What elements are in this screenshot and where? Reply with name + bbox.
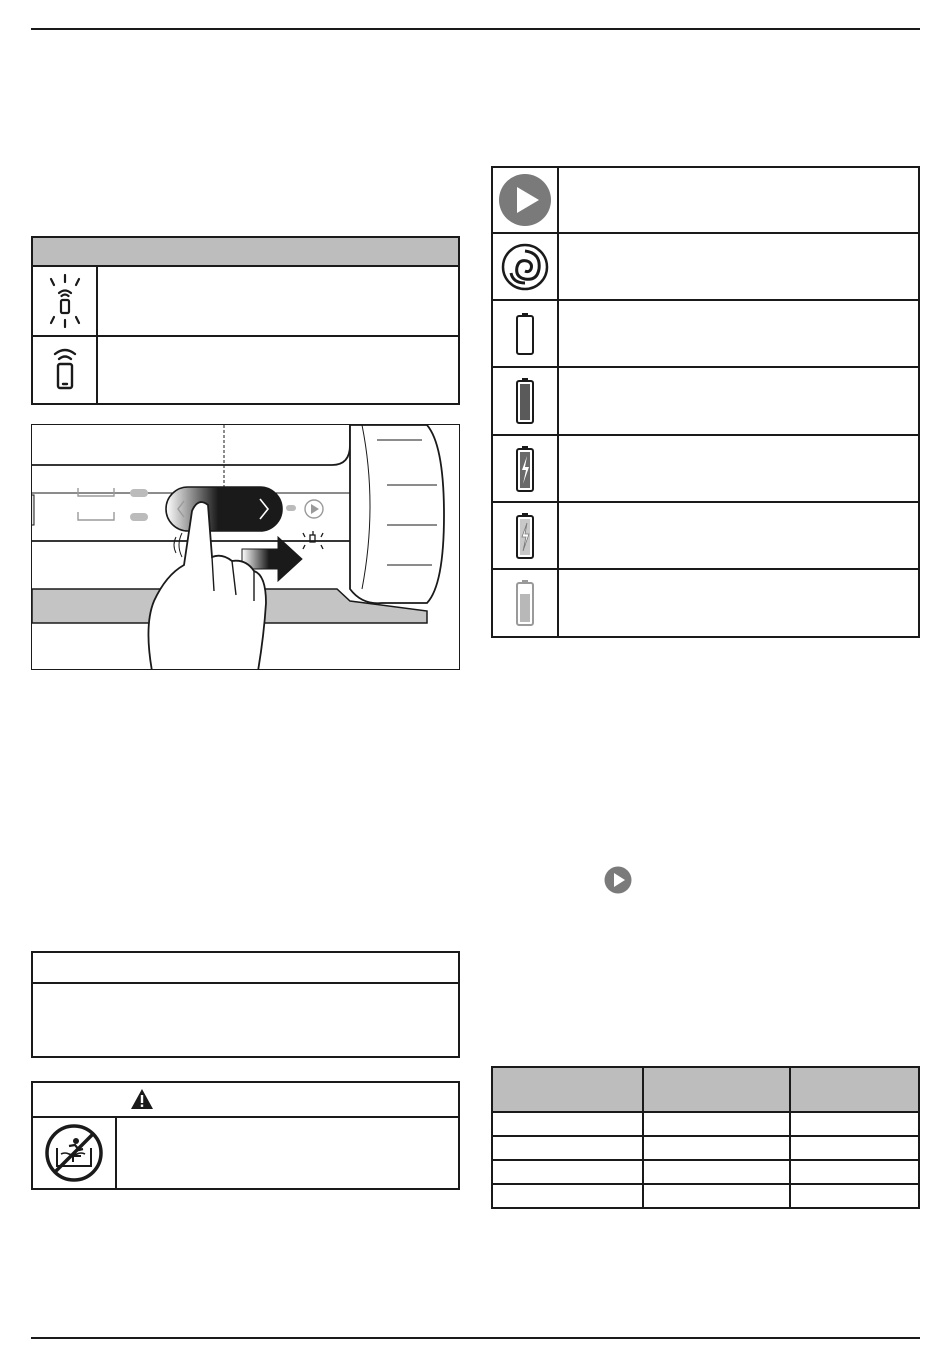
wifi-status-table bbox=[31, 236, 460, 405]
wifi-blinking-description bbox=[98, 267, 458, 347]
status-row-text bbox=[559, 168, 918, 244]
status-row-text bbox=[559, 570, 918, 648]
warning-triangle-icon bbox=[129, 1087, 155, 1111]
table-row bbox=[493, 1137, 918, 1159]
wifi-connected-description bbox=[98, 337, 458, 415]
play-circle-icon bbox=[493, 168, 557, 232]
status-row-text bbox=[559, 301, 918, 378]
warning-box-header bbox=[33, 1083, 458, 1116]
status-row-text bbox=[559, 436, 918, 513]
battery-full-icon bbox=[493, 368, 557, 434]
status-row-text bbox=[559, 234, 918, 311]
play-circle-small-icon bbox=[604, 866, 632, 894]
warning-box bbox=[31, 1081, 460, 1190]
note-box bbox=[31, 951, 460, 1058]
wifi-table-header bbox=[33, 238, 458, 265]
swirl-cleaning-icon bbox=[493, 234, 557, 299]
status-row-text bbox=[559, 368, 918, 446]
battery-empty-icon bbox=[493, 301, 557, 366]
finger-swipe-control-panel-illustration bbox=[31, 424, 460, 670]
top-rule bbox=[31, 28, 920, 30]
table-row bbox=[493, 1113, 918, 1135]
table-row bbox=[493, 1161, 918, 1183]
battery-charging-icon bbox=[493, 436, 557, 501]
table-row bbox=[493, 1185, 918, 1207]
wifi-phone-connected-icon bbox=[33, 337, 96, 403]
status-row-text bbox=[559, 503, 918, 580]
bottom-rule bbox=[31, 1337, 920, 1339]
note-box-body bbox=[33, 984, 458, 1056]
battery-charging-light-icon bbox=[493, 503, 557, 568]
warning-box-body bbox=[117, 1118, 458, 1188]
spec-table bbox=[491, 1066, 920, 1209]
battery-partial-icon bbox=[493, 570, 557, 636]
no-swimming-icon bbox=[33, 1118, 115, 1188]
status-icon-table bbox=[491, 166, 920, 638]
wifi-phone-blinking-icon bbox=[33, 267, 96, 335]
